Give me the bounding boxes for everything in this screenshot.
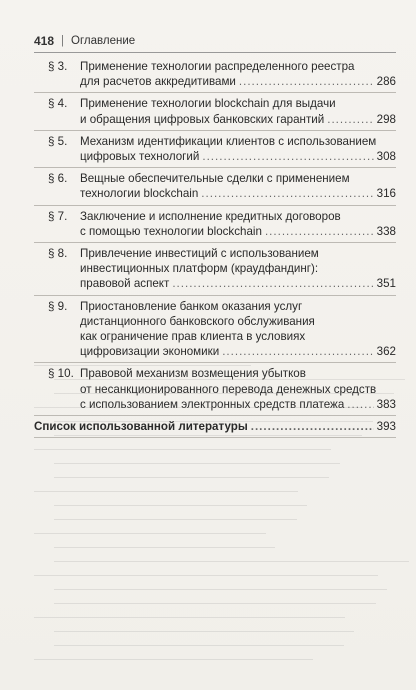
entry-title-line: Заключение и исполнение кредитных договоров xyxy=(80,209,341,223)
section-number: § 7. xyxy=(48,209,68,223)
table-of-contents xyxy=(34,56,396,438)
bleed-through-line xyxy=(34,659,313,660)
bleed-through-line xyxy=(54,603,376,604)
entry-title-line: и обращения цифровых банковских гарантий xyxy=(80,112,325,126)
bleed-through-line xyxy=(54,477,329,478)
bleed-through-line xyxy=(54,519,297,520)
section-number: § 6. xyxy=(48,172,68,186)
section-number: § 8. xyxy=(48,247,68,261)
toc-entry-bibliography[interactable] xyxy=(34,416,396,438)
toc-entry[interactable] xyxy=(34,296,396,364)
entry-title-line: Применение технологии blockchain для выдачи xyxy=(80,97,336,111)
bleed-through-line xyxy=(54,463,340,464)
dot-leader xyxy=(327,112,373,127)
entry-title-line: правовой аспект xyxy=(80,277,170,291)
page-reference: 286 xyxy=(376,75,396,89)
toc-entry[interactable] xyxy=(34,168,396,205)
toc-entry[interactable] xyxy=(34,243,396,296)
entry-title-line: цифровизации экономики xyxy=(80,345,220,359)
dot-leader xyxy=(251,419,374,434)
page-reference: 308 xyxy=(376,150,396,164)
entry-title-line: с помощью технологии blockchain xyxy=(80,224,262,238)
entry-title-line: цифровых технологий xyxy=(80,150,200,164)
entry-title-line: Привлечение инвестиций с использованием xyxy=(80,247,319,261)
bleed-through-line xyxy=(34,533,266,534)
page-reference: 383 xyxy=(376,397,396,411)
page-reference: 298 xyxy=(376,112,396,126)
page-number: 418 xyxy=(34,34,55,48)
header-title: Оглавление xyxy=(71,35,136,47)
entry-title-line: для расчетов аккредитивами xyxy=(80,75,236,89)
header-separator: | xyxy=(61,35,65,47)
bleed-through-line xyxy=(34,491,298,492)
running-header xyxy=(34,34,396,48)
page-reference: 316 xyxy=(376,187,396,201)
dot-leader xyxy=(172,276,373,291)
bleed-through-line xyxy=(54,547,275,548)
entry-title-line: Применение технологии распределенного реестра xyxy=(80,60,355,73)
section-number: § 10. xyxy=(48,367,74,381)
entry-title-line: технологии blockchain xyxy=(80,187,199,201)
section-number: § 3. xyxy=(48,60,68,73)
entry-title-line: Механизм идентификации клиентов с использованием xyxy=(80,134,377,148)
dot-leader xyxy=(222,344,373,359)
bleed-through-line xyxy=(54,561,409,562)
entry-title-line: Приостановление банком оказания услуг xyxy=(80,299,303,313)
toc-entry[interactable] xyxy=(34,206,396,243)
section-number: § 4. xyxy=(48,97,68,111)
header-rule xyxy=(34,52,396,53)
toc-entry[interactable] xyxy=(34,131,396,168)
toc-entry[interactable] xyxy=(34,363,396,416)
page-reference: 362 xyxy=(376,345,396,359)
entry-title-line: Вещные обеспечительные сделки с применением xyxy=(80,172,350,186)
dot-leader xyxy=(347,397,373,412)
bleed-through-line xyxy=(34,575,378,576)
entry-title-line: Правовой механизм возмещения убытков xyxy=(80,367,306,381)
page-reference: 351 xyxy=(376,277,396,291)
dot-leader xyxy=(239,74,374,89)
page-reference: 393 xyxy=(376,420,396,434)
bleed-through-line xyxy=(34,449,331,450)
section-number: § 9. xyxy=(48,299,68,313)
bibliography-title: Список использованной литературы xyxy=(34,420,248,434)
bleed-through-line xyxy=(54,645,344,646)
toc-entry[interactable] xyxy=(34,56,396,93)
bleed-through-line xyxy=(54,631,354,632)
entry-title-line: от несанкционированного перевода денежных средств xyxy=(80,382,377,396)
page-reference: 338 xyxy=(376,224,396,238)
entry-title-line: дистанционного банковского обслуживания xyxy=(80,314,315,328)
toc-entry[interactable] xyxy=(34,93,396,130)
bleed-through-line xyxy=(34,617,345,618)
entry-title-line: с использованием электронных средств платежа xyxy=(80,397,345,411)
bleed-through-line xyxy=(54,589,387,590)
section-number: § 5. xyxy=(48,134,68,148)
dot-leader xyxy=(201,186,373,201)
dot-leader xyxy=(202,149,373,164)
entry-title-line: инвестиционных платформ (краудфандинг): xyxy=(80,262,319,276)
entry-title-line: как ограничение прав клиента в условиях xyxy=(80,330,306,344)
bleed-through-line xyxy=(54,505,307,506)
dot-leader xyxy=(265,224,374,239)
